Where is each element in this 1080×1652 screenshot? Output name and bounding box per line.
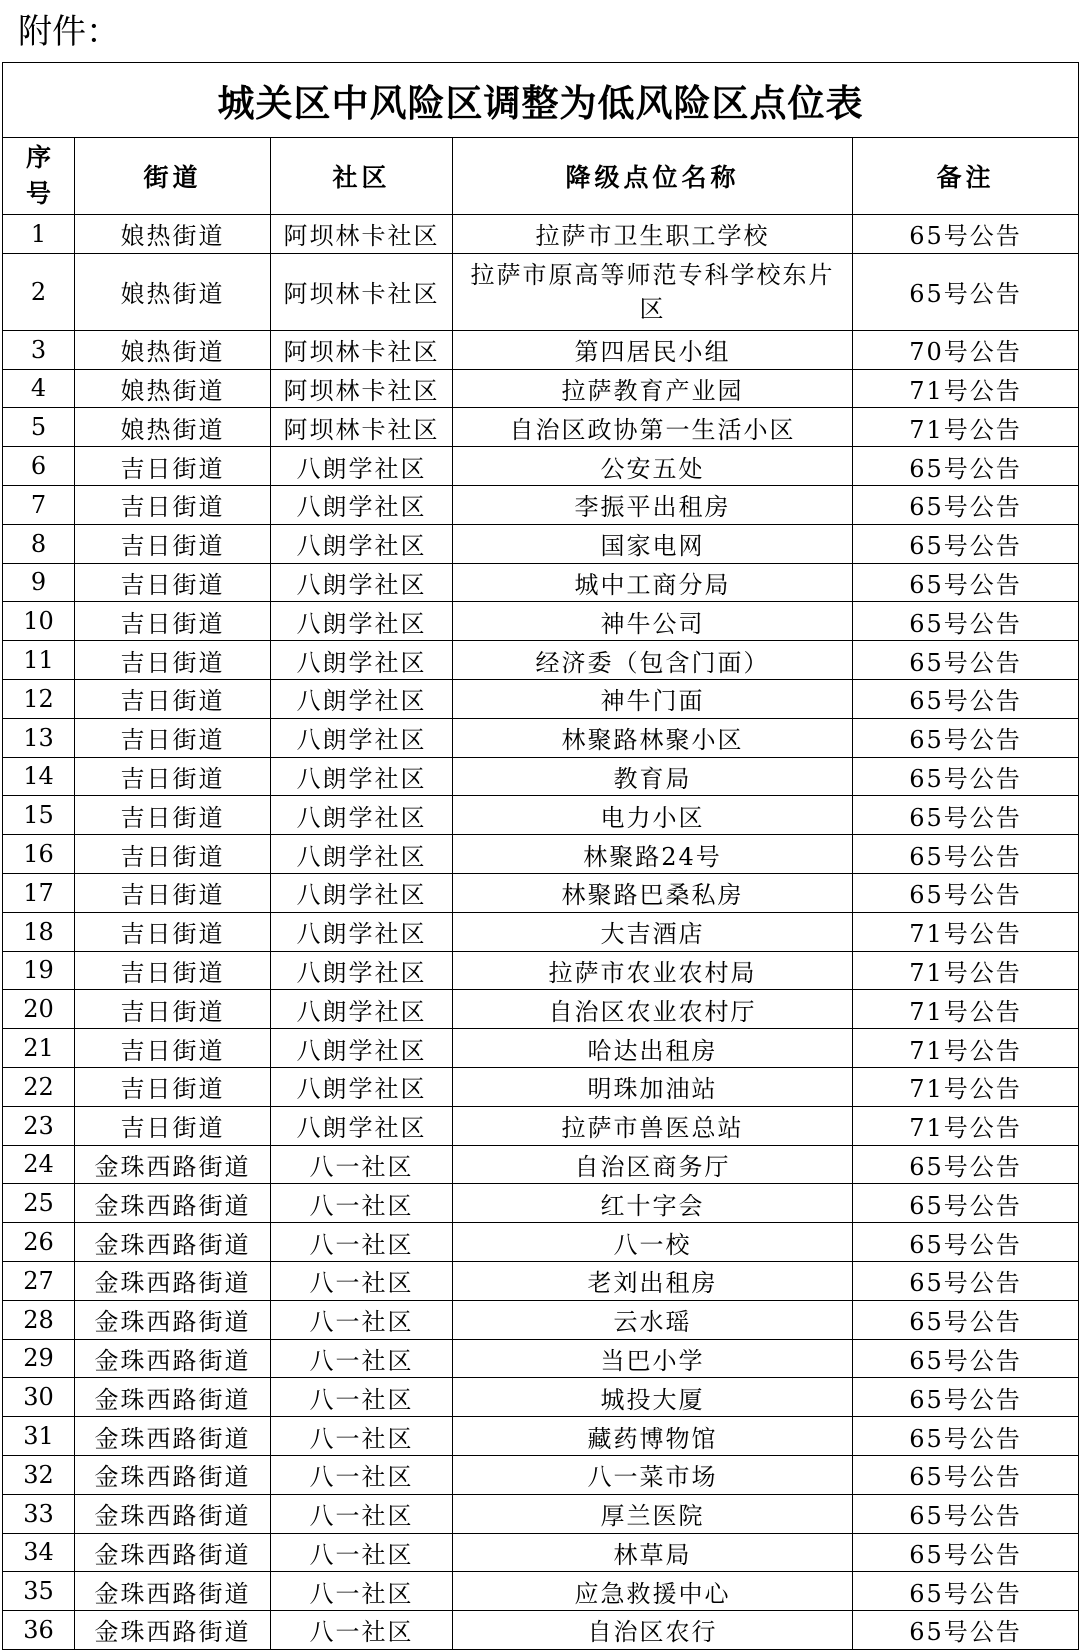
cell-point: 自治区农业农村厅 xyxy=(453,990,853,1029)
cell-point: 教育局 xyxy=(453,757,853,796)
cell-remark: 71号公告 xyxy=(853,1106,1079,1145)
table-row xyxy=(3,408,1079,447)
cell-remark: 65号公告 xyxy=(853,1533,1079,1572)
cell-seq: 29 xyxy=(3,1339,75,1378)
cell-point: 云水瑶 xyxy=(453,1300,853,1339)
cell-point: 自治区商务厅 xyxy=(453,1145,853,1184)
cell-street: 吉日街道 xyxy=(75,951,271,990)
cell-seq: 16 xyxy=(3,835,75,874)
cell-remark: 65号公告 xyxy=(853,679,1079,718)
cell-seq: 9 xyxy=(3,563,75,602)
cell-remark: 65号公告 xyxy=(853,1611,1079,1650)
cell-point: 哈达出租房 xyxy=(453,1029,853,1068)
cell-community: 八朗学社区 xyxy=(271,1067,453,1106)
cell-street: 金珠西路街道 xyxy=(75,1184,271,1223)
cell-remark: 65号公告 xyxy=(853,1145,1079,1184)
cell-community: 八一社区 xyxy=(271,1494,453,1533)
cell-seq: 21 xyxy=(3,1029,75,1068)
cell-point: 藏药博物馆 xyxy=(453,1417,853,1456)
cell-point: 八一菜市场 xyxy=(453,1455,853,1494)
cell-seq: 22 xyxy=(3,1067,75,1106)
cell-seq: 5 xyxy=(3,408,75,447)
cell-community: 阿坝林卡社区 xyxy=(271,330,453,369)
table-row xyxy=(3,679,1079,718)
cell-seq: 26 xyxy=(3,1223,75,1262)
cell-community: 阿坝林卡社区 xyxy=(271,408,453,447)
table-row xyxy=(3,835,1079,874)
cell-community: 八朗学社区 xyxy=(271,1029,453,1068)
table-row xyxy=(3,951,1079,990)
cell-community: 阿坝林卡社区 xyxy=(271,215,453,254)
cell-point: 明珠加油站 xyxy=(453,1067,853,1106)
table-row xyxy=(3,330,1079,369)
cell-community: 八朗学社区 xyxy=(271,563,453,602)
cell-point: 拉萨市农业农村局 xyxy=(453,951,853,990)
cell-street: 金珠西路街道 xyxy=(75,1300,271,1339)
table-row xyxy=(3,215,1079,254)
cell-seq: 33 xyxy=(3,1494,75,1533)
cell-street: 娘热街道 xyxy=(75,408,271,447)
cell-remark: 65号公告 xyxy=(853,1261,1079,1300)
cell-remark: 65号公告 xyxy=(853,718,1079,757)
cell-remark: 65号公告 xyxy=(853,641,1079,680)
cell-community: 八一社区 xyxy=(271,1300,453,1339)
cell-remark: 65号公告 xyxy=(853,1184,1079,1223)
cell-point: 红十字会 xyxy=(453,1184,853,1223)
table-row xyxy=(3,718,1079,757)
cell-street: 吉日街道 xyxy=(75,796,271,835)
cell-point: 八一校 xyxy=(453,1223,853,1262)
cell-community: 八朗学社区 xyxy=(271,679,453,718)
cell-point: 林聚路24号 xyxy=(453,835,853,874)
table-row xyxy=(3,1417,1079,1456)
cell-point: 公安五处 xyxy=(453,447,853,486)
table-row xyxy=(3,1339,1079,1378)
cell-street: 吉日街道 xyxy=(75,718,271,757)
cell-community: 八朗学社区 xyxy=(271,873,453,912)
cell-remark: 71号公告 xyxy=(853,990,1079,1029)
cell-point: 城中工商分局 xyxy=(453,563,853,602)
header-seq xyxy=(3,138,75,215)
table-row xyxy=(3,1494,1079,1533)
table-row xyxy=(3,1261,1079,1300)
cell-point: 自治区政协第一生活小区 xyxy=(453,408,853,447)
cell-street: 吉日街道 xyxy=(75,1067,271,1106)
cell-street: 吉日街道 xyxy=(75,1029,271,1068)
cell-point: 林聚路林聚小区 xyxy=(453,718,853,757)
cell-seq: 35 xyxy=(3,1572,75,1611)
cell-remark: 65号公告 xyxy=(853,602,1079,641)
cell-street: 吉日街道 xyxy=(75,990,271,1029)
cell-community: 八朗学社区 xyxy=(271,757,453,796)
cell-community: 阿坝林卡社区 xyxy=(271,369,453,408)
cell-seq: 20 xyxy=(3,990,75,1029)
cell-remark: 65号公告 xyxy=(853,447,1079,486)
cell-community: 八一社区 xyxy=(271,1378,453,1417)
cell-seq: 13 xyxy=(3,718,75,757)
cell-remark: 65号公告 xyxy=(853,1417,1079,1456)
cell-street: 娘热街道 xyxy=(75,330,271,369)
cell-remark: 65号公告 xyxy=(853,1223,1079,1262)
cell-remark: 70号公告 xyxy=(853,330,1079,369)
table-row xyxy=(3,641,1079,680)
cell-community: 八朗学社区 xyxy=(271,835,453,874)
cell-community: 八朗学社区 xyxy=(271,524,453,563)
cell-community: 八一社区 xyxy=(271,1533,453,1572)
cell-community: 八一社区 xyxy=(271,1184,453,1223)
table-body xyxy=(3,215,1079,1650)
table-row xyxy=(3,253,1079,330)
cell-community: 八一社区 xyxy=(271,1339,453,1378)
cell-street: 吉日街道 xyxy=(75,485,271,524)
cell-community: 八一社区 xyxy=(271,1572,453,1611)
cell-community: 八朗学社区 xyxy=(271,990,453,1029)
cell-seq: 34 xyxy=(3,1533,75,1572)
header-community: 社区 xyxy=(271,138,453,215)
cell-point: 拉萨市卫生职工学校 xyxy=(453,215,853,254)
table-row xyxy=(3,990,1079,1029)
table-row xyxy=(3,1572,1079,1611)
cell-seq: 23 xyxy=(3,1106,75,1145)
header-point: 降级点位名称 xyxy=(453,138,853,215)
cell-point: 林草局 xyxy=(453,1533,853,1572)
cell-point: 电力小区 xyxy=(453,796,853,835)
cell-seq: 36 xyxy=(3,1611,75,1650)
cell-street: 吉日街道 xyxy=(75,524,271,563)
table-row xyxy=(3,912,1079,951)
cell-remark: 65号公告 xyxy=(853,796,1079,835)
cell-remark: 65号公告 xyxy=(853,1494,1079,1533)
cell-point: 拉萨市兽医总站 xyxy=(453,1106,853,1145)
cell-remark: 65号公告 xyxy=(853,835,1079,874)
table-row xyxy=(3,485,1079,524)
cell-street: 吉日街道 xyxy=(75,873,271,912)
cell-community: 八一社区 xyxy=(271,1261,453,1300)
table-row xyxy=(3,1029,1079,1068)
cell-seq: 3 xyxy=(3,330,75,369)
cell-street: 吉日街道 xyxy=(75,679,271,718)
table-row xyxy=(3,1067,1079,1106)
cell-seq: 32 xyxy=(3,1455,75,1494)
cell-street: 吉日街道 xyxy=(75,912,271,951)
cell-point: 拉萨教育产业园 xyxy=(453,369,853,408)
table-row xyxy=(3,1145,1079,1184)
table-row xyxy=(3,873,1079,912)
cell-street: 吉日街道 xyxy=(75,563,271,602)
cell-seq: 12 xyxy=(3,679,75,718)
cell-remark: 71号公告 xyxy=(853,1067,1079,1106)
cell-street: 娘热街道 xyxy=(75,253,271,330)
cell-street: 金珠西路街道 xyxy=(75,1417,271,1456)
table-row xyxy=(3,796,1079,835)
cell-remark: 65号公告 xyxy=(853,485,1079,524)
cell-point: 应急救援中心 xyxy=(453,1572,853,1611)
cell-point: 林聚路巴桑私房 xyxy=(453,873,853,912)
cell-remark: 65号公告 xyxy=(853,563,1079,602)
cell-seq: 15 xyxy=(3,796,75,835)
cell-street: 吉日街道 xyxy=(75,447,271,486)
table-row xyxy=(3,602,1079,641)
cell-community: 八一社区 xyxy=(271,1145,453,1184)
cell-seq: 7 xyxy=(3,485,75,524)
attachment-label: 附件： xyxy=(18,12,120,52)
table-row xyxy=(3,1223,1079,1262)
table-row xyxy=(3,1455,1079,1494)
cell-community: 八一社区 xyxy=(271,1417,453,1456)
cell-community: 八朗学社区 xyxy=(271,796,453,835)
cell-community: 八朗学社区 xyxy=(271,912,453,951)
table-row xyxy=(3,1106,1079,1145)
cell-point: 第四居民小组 xyxy=(453,330,853,369)
cell-seq: 25 xyxy=(3,1184,75,1223)
cell-point: 神牛公司 xyxy=(453,602,853,641)
cell-remark: 65号公告 xyxy=(853,524,1079,563)
cell-point: 老刘出租房 xyxy=(453,1261,853,1300)
cell-street: 金珠西路街道 xyxy=(75,1494,271,1533)
cell-remark: 71号公告 xyxy=(853,408,1079,447)
cell-seq: 14 xyxy=(3,757,75,796)
cell-seq: 4 xyxy=(3,369,75,408)
table-row xyxy=(3,757,1079,796)
cell-street: 金珠西路街道 xyxy=(75,1261,271,1300)
cell-community: 八朗学社区 xyxy=(271,447,453,486)
cell-point: 李振平出租房 xyxy=(453,485,853,524)
cell-remark: 65号公告 xyxy=(853,215,1079,254)
cell-remark: 65号公告 xyxy=(853,1455,1079,1494)
header-street: 街道 xyxy=(75,138,271,215)
cell-seq: 8 xyxy=(3,524,75,563)
cell-point: 自治区农行 xyxy=(453,1611,853,1650)
table-row xyxy=(3,1611,1079,1650)
cell-street: 金珠西路街道 xyxy=(75,1533,271,1572)
cell-remark: 65号公告 xyxy=(853,1378,1079,1417)
cell-street: 金珠西路街道 xyxy=(75,1611,271,1650)
table-row xyxy=(3,1300,1079,1339)
cell-seq: 17 xyxy=(3,873,75,912)
table-row xyxy=(3,524,1079,563)
cell-community: 八一社区 xyxy=(271,1223,453,1262)
cell-community: 八朗学社区 xyxy=(271,602,453,641)
cell-street: 金珠西路街道 xyxy=(75,1572,271,1611)
cell-community: 八朗学社区 xyxy=(271,641,453,680)
cell-remark: 65号公告 xyxy=(853,1339,1079,1378)
table-row xyxy=(3,1378,1079,1417)
cell-remark: 71号公告 xyxy=(853,951,1079,990)
header-remark: 备注 xyxy=(853,138,1079,215)
table-row xyxy=(3,563,1079,602)
cell-seq: 2 xyxy=(3,253,75,330)
header-seq-line1: 序 xyxy=(25,143,51,172)
cell-point: 大吉酒店 xyxy=(453,912,853,951)
cell-point: 当巴小学 xyxy=(453,1339,853,1378)
cell-seq: 18 xyxy=(3,912,75,951)
cell-street: 吉日街道 xyxy=(75,1106,271,1145)
cell-seq: 11 xyxy=(3,641,75,680)
cell-point: 国家电网 xyxy=(453,524,853,563)
header-seq-line2: 号 xyxy=(25,179,51,208)
cell-point: 城投大厦 xyxy=(453,1378,853,1417)
cell-street: 娘热街道 xyxy=(75,369,271,408)
cell-point-text: 拉萨市原高等师范专科学校东片区 xyxy=(470,260,835,323)
cell-community: 八朗学社区 xyxy=(271,1106,453,1145)
cell-remark: 65号公告 xyxy=(853,873,1079,912)
table-row xyxy=(3,1184,1079,1223)
cell-remark: 71号公告 xyxy=(853,1029,1079,1068)
cell-street: 金珠西路街道 xyxy=(75,1339,271,1378)
cell-remark: 65号公告 xyxy=(853,253,1079,330)
cell-community: 八一社区 xyxy=(271,1455,453,1494)
cell-street: 吉日街道 xyxy=(75,757,271,796)
cell-remark: 71号公告 xyxy=(853,912,1079,951)
cell-street: 金珠西路街道 xyxy=(75,1455,271,1494)
cell-seq: 19 xyxy=(3,951,75,990)
cell-point: 经济委（包含门面） xyxy=(453,641,853,680)
cell-street: 金珠西路街道 xyxy=(75,1378,271,1417)
cell-remark: 65号公告 xyxy=(853,757,1079,796)
cell-street: 金珠西路街道 xyxy=(75,1145,271,1184)
cell-seq: 27 xyxy=(3,1261,75,1300)
cell-community: 八朗学社区 xyxy=(271,951,453,990)
cell-remark: 65号公告 xyxy=(853,1572,1079,1611)
cell-street: 吉日街道 xyxy=(75,835,271,874)
cell-community: 八朗学社区 xyxy=(271,718,453,757)
table-row xyxy=(3,1533,1079,1572)
cell-community: 阿坝林卡社区 xyxy=(271,253,453,330)
cell-street: 金珠西路街道 xyxy=(75,1223,271,1262)
header-row xyxy=(3,138,1079,215)
cell-remark: 71号公告 xyxy=(853,369,1079,408)
cell-seq: 1 xyxy=(3,215,75,254)
table-row xyxy=(3,369,1079,408)
cell-community: 八一社区 xyxy=(271,1611,453,1650)
cell-street: 娘热街道 xyxy=(75,215,271,254)
cell-point xyxy=(453,253,853,330)
cell-seq: 10 xyxy=(3,602,75,641)
cell-seq: 6 xyxy=(3,447,75,486)
cell-street: 吉日街道 xyxy=(75,641,271,680)
cell-seq: 24 xyxy=(3,1145,75,1184)
table-row xyxy=(3,447,1079,486)
cell-community: 八朗学社区 xyxy=(271,485,453,524)
cell-point: 神牛门面 xyxy=(453,679,853,718)
cell-seq: 31 xyxy=(3,1417,75,1456)
cell-street: 吉日街道 xyxy=(75,602,271,641)
cell-remark: 65号公告 xyxy=(853,1300,1079,1339)
cell-point: 厚兰医院 xyxy=(453,1494,853,1533)
table-title: 城关区中风险区调整为低风险区点位表 xyxy=(3,63,1079,138)
points-table xyxy=(2,62,1079,1650)
cell-seq: 28 xyxy=(3,1300,75,1339)
cell-seq: 30 xyxy=(3,1378,75,1417)
